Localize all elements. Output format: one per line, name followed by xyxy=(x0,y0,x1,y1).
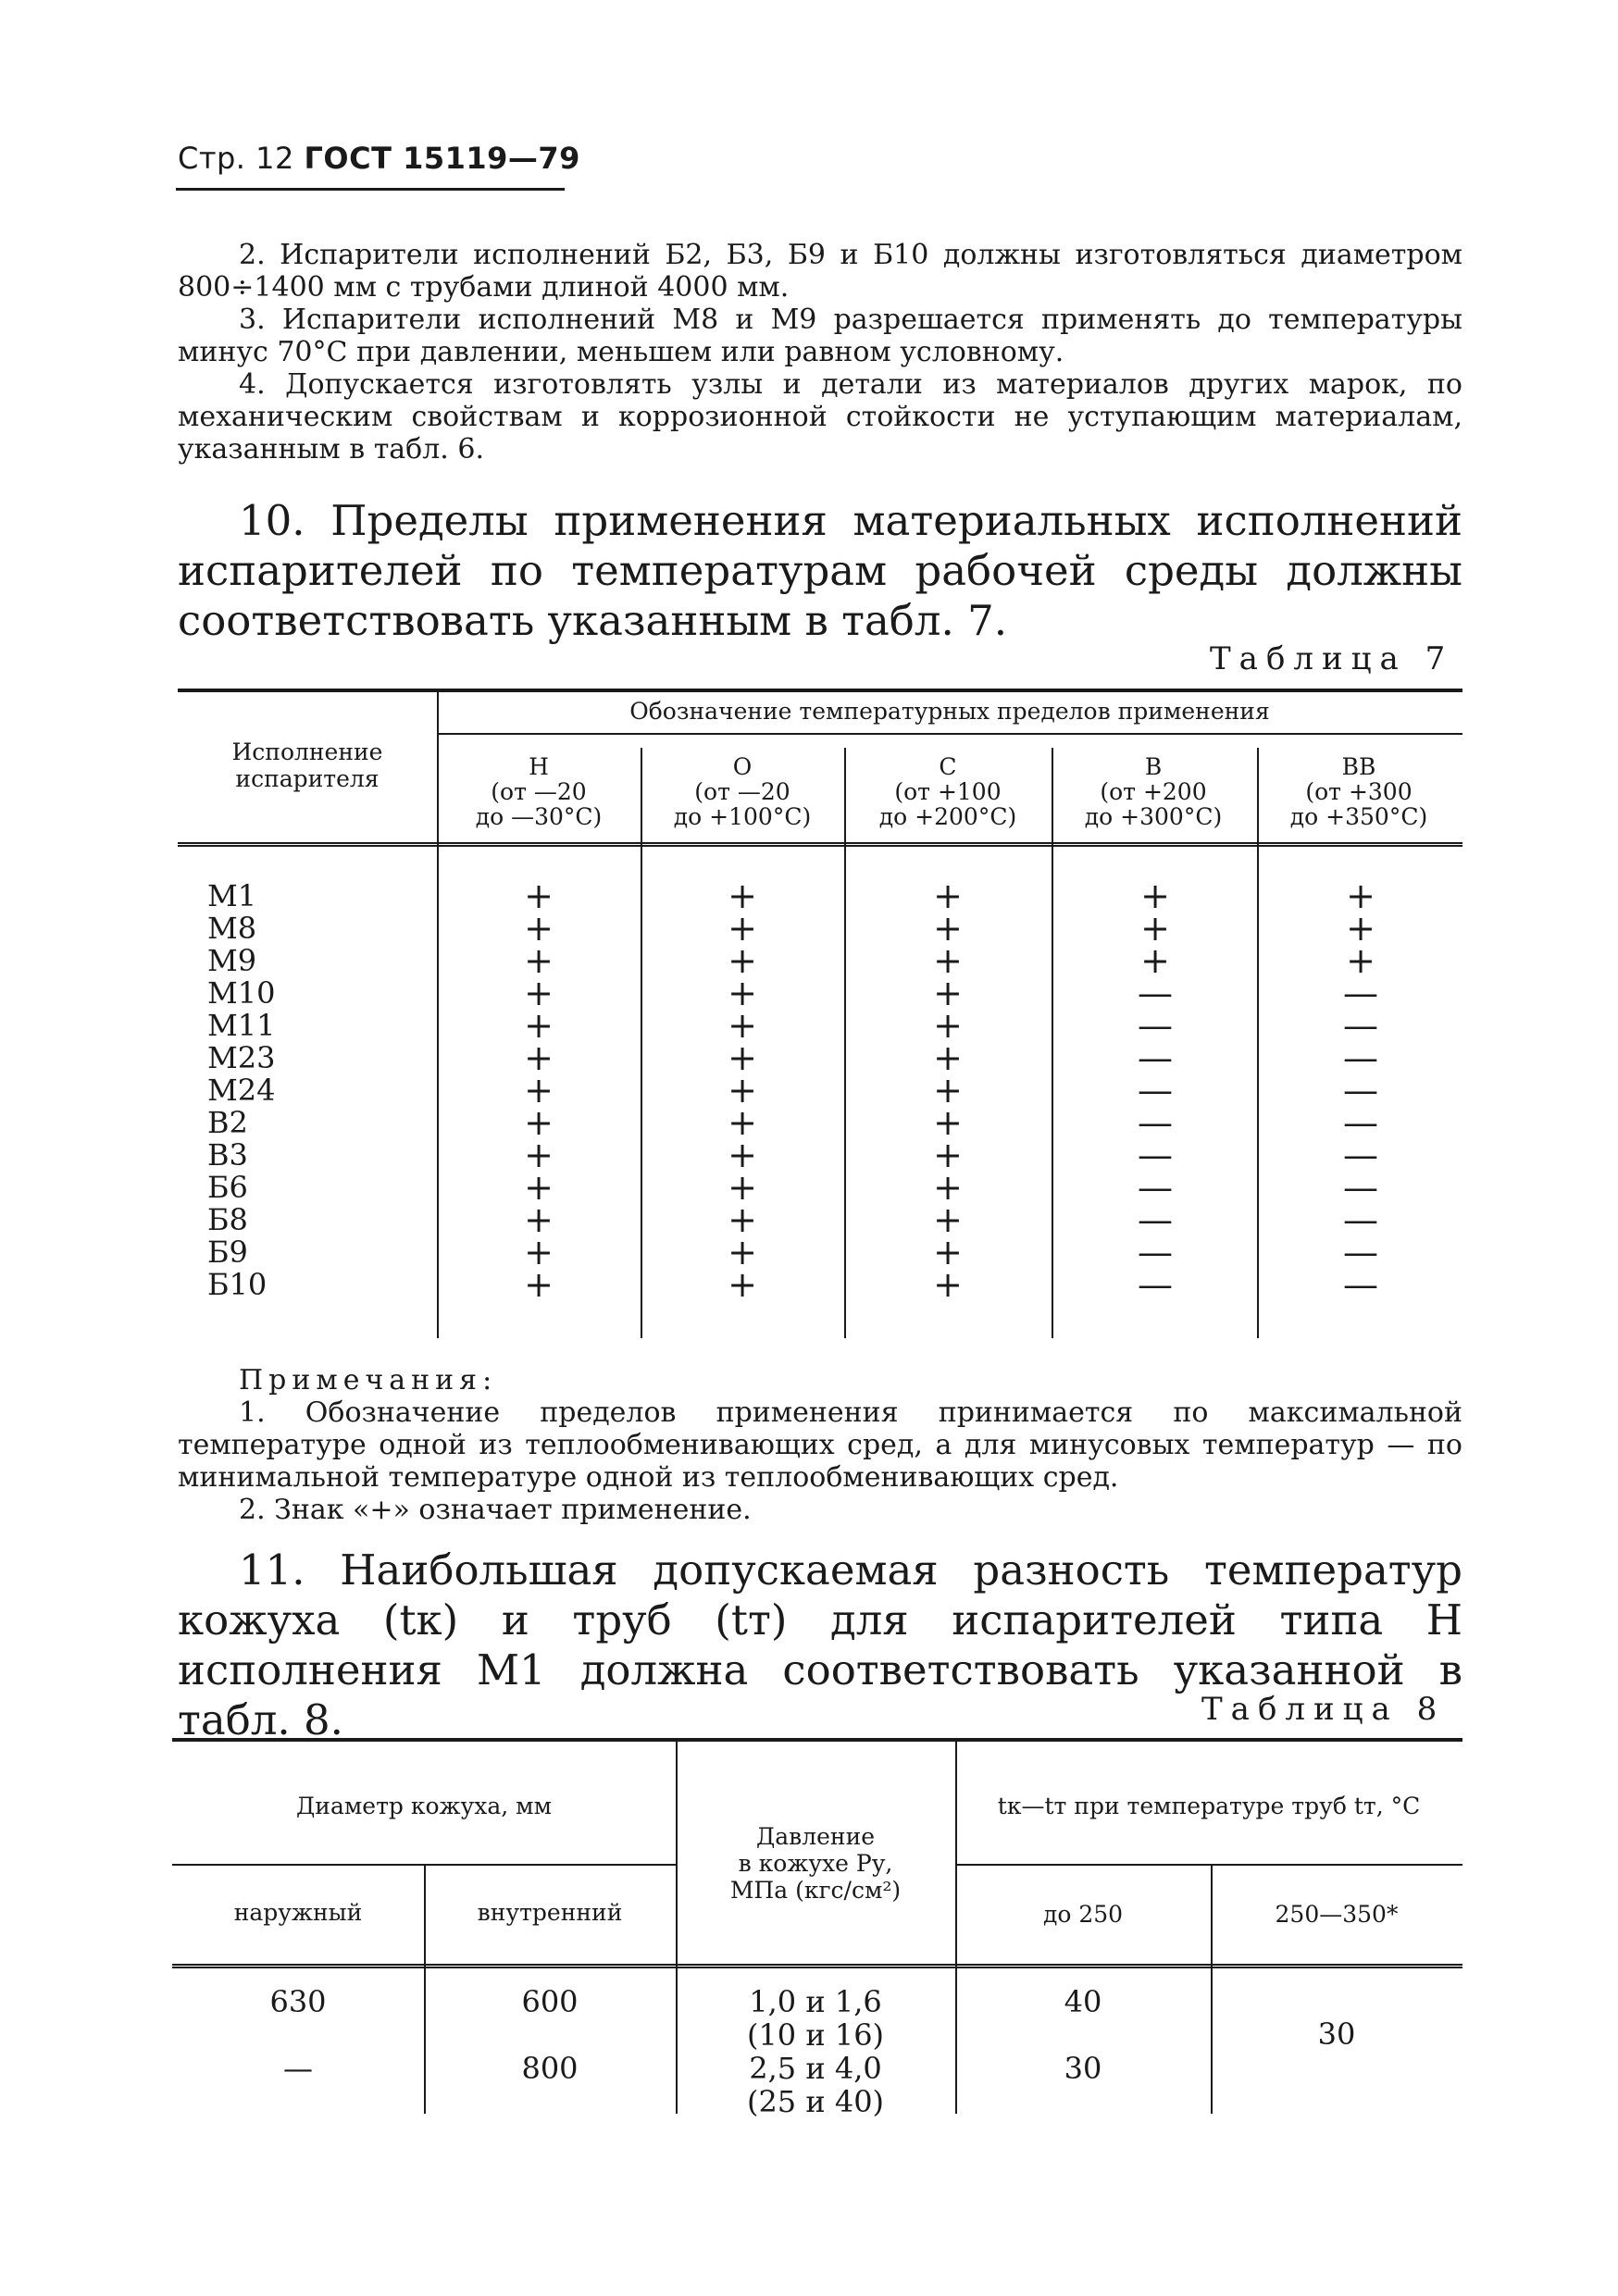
table-8-inner-header: внутренний xyxy=(477,1899,623,1926)
note-3: 3. Испарители исполнений М8 и М9 разрешается применять до температуры минус 70°С при давлении, меньшем или равном условному. xyxy=(178,304,1462,368)
note-item: 1. Обозначение пределов применения принимается по максимальной температуре одной из теплообменивающих сред, а для минусовых температур — по минимальной температуре одной из теплообменивающих сред. xyxy=(178,1396,1462,1494)
table-7-vline xyxy=(844,748,846,1338)
standard-number: ГОСТ 15119—79 xyxy=(304,141,580,176)
table-7-marks-vv: + + + — — — — — — — — — — xyxy=(1343,875,1378,1305)
paragraph-10: 10. Пределы применения материальных исполнений испарителей по температурам рабочей среды должны соответствовать указанным в табл. 7. xyxy=(178,496,1462,645)
table-8-cell: 2,5 и 4,0 (25 и 40) xyxy=(746,2051,885,2119)
table-8-header-rule xyxy=(172,1964,1462,1968)
table-row: М10 xyxy=(207,975,276,1011)
table-row: М1 xyxy=(207,878,257,913)
table-row: Б9 xyxy=(207,1235,248,1270)
table-8-top-rule xyxy=(172,1738,1462,1742)
table-8-sub-rule xyxy=(955,1864,1462,1866)
notes-title: Примечания: xyxy=(239,1364,498,1396)
table-8-cell: 600 xyxy=(521,1984,579,2019)
page-number: Стр. 12 xyxy=(178,141,294,176)
table-7-col-n: Н (от —20 до —30°С) xyxy=(475,753,603,830)
table-7-marks-o: + + + + + + + + + + + + + xyxy=(728,875,757,1305)
table-7-top-rule xyxy=(178,689,1462,692)
table-8-cell: 1,0 и 1,6 (10 и 16) xyxy=(746,1984,885,2053)
table-8-merged-cell: 30 xyxy=(1317,2017,1356,2052)
table-8-upto250-header: до 250 xyxy=(1042,1901,1124,1928)
table-row: М24 xyxy=(207,1073,276,1108)
table-row: Б8 xyxy=(207,1202,248,1237)
note-2: 2. Испарители исполнений Б2, Б3, Б9 и Б10 должны изготовляться диаметром 800÷1400 мм с трубами длиной 4000 мм. xyxy=(178,239,1462,304)
note-item: 2. Знак «+» означает применение. xyxy=(239,1494,752,1526)
table-7-vline xyxy=(1052,748,1053,1338)
table-row: Б6 xyxy=(207,1170,248,1205)
table-7-marks-v: + + + — — — — — — — — — — xyxy=(1138,875,1173,1305)
table-8-pressure-header: Давление в кожухе Pу, МПа (кгс/см²) xyxy=(729,1823,902,1904)
table-8-cell: 630 xyxy=(269,1984,327,2019)
table-8-caption: Таблица 8 xyxy=(1201,1691,1446,1728)
table-7-vline xyxy=(1257,748,1259,1338)
table-7-group-header: Обозначение температурных пределов применения xyxy=(629,698,1270,725)
table-7-marks-n: + + + + + + + + + + + + + xyxy=(524,875,554,1305)
table-7-col-s: С (от +100 до +200°С) xyxy=(878,753,1017,830)
notes-bottom xyxy=(178,1364,1462,1526)
table-7-col-v: В (от +200 до +300°С) xyxy=(1084,753,1223,830)
note-4: 4. Допускается изготовлять узлы и детали из материалов других марок, по механическим свойствам и коррозионной стойкости не уступающим материалам, указанным в табл. 6. xyxy=(178,368,1462,465)
table-row: М11 xyxy=(207,1008,276,1043)
table-row: М9 xyxy=(207,943,257,978)
table-8-250-350-header: 250—350* xyxy=(1275,1901,1399,1928)
table-7-col-o: О (от —20 до +100°С) xyxy=(673,753,812,830)
paragraph-11: 11. Наибольшая допускаемая разность температур кожуха (tк) и труб (tт) для испарителей типа Н исполнения М1 должна соответствовать указанной в табл. 8. xyxy=(178,1545,1462,1744)
table-8-diff-header: tк—tт при температуре труб tт, °С xyxy=(997,1793,1421,1819)
table-7-vline xyxy=(641,748,642,1338)
table-7-caption: Таблица 7 xyxy=(1210,640,1454,677)
table-row: В2 xyxy=(207,1105,248,1140)
table-8-cell: 30 xyxy=(1064,2051,1102,2086)
table-7-header-rule xyxy=(178,842,1462,847)
table-7-marks-s: + + + + + + + + + + + + + xyxy=(933,875,963,1305)
table-row: Б10 xyxy=(207,1267,268,1302)
table-row: М8 xyxy=(207,911,257,946)
table-8-sub-rule xyxy=(172,1864,676,1866)
table-8-diameter-header: Диаметр кожуха, мм xyxy=(295,1793,553,1819)
header-rule xyxy=(176,188,565,191)
table-8-cell: — xyxy=(283,2051,313,2086)
table-7-row-labels xyxy=(207,880,275,1301)
table-8-cell: 800 xyxy=(521,2051,579,2086)
table-8-outer-header: наружный xyxy=(233,1899,363,1926)
page-header xyxy=(178,141,580,176)
table-8-cell: 40 xyxy=(1064,1984,1102,2019)
table-row: В3 xyxy=(207,1137,248,1173)
table-7-col0-header: Исполнение испарителя xyxy=(231,738,383,792)
table-row: М23 xyxy=(207,1040,276,1075)
table-7-col-vv: ВВ (от +300 до +350°С) xyxy=(1289,753,1428,830)
table-7-group-rule xyxy=(437,733,1462,735)
notes-top xyxy=(178,239,1462,465)
